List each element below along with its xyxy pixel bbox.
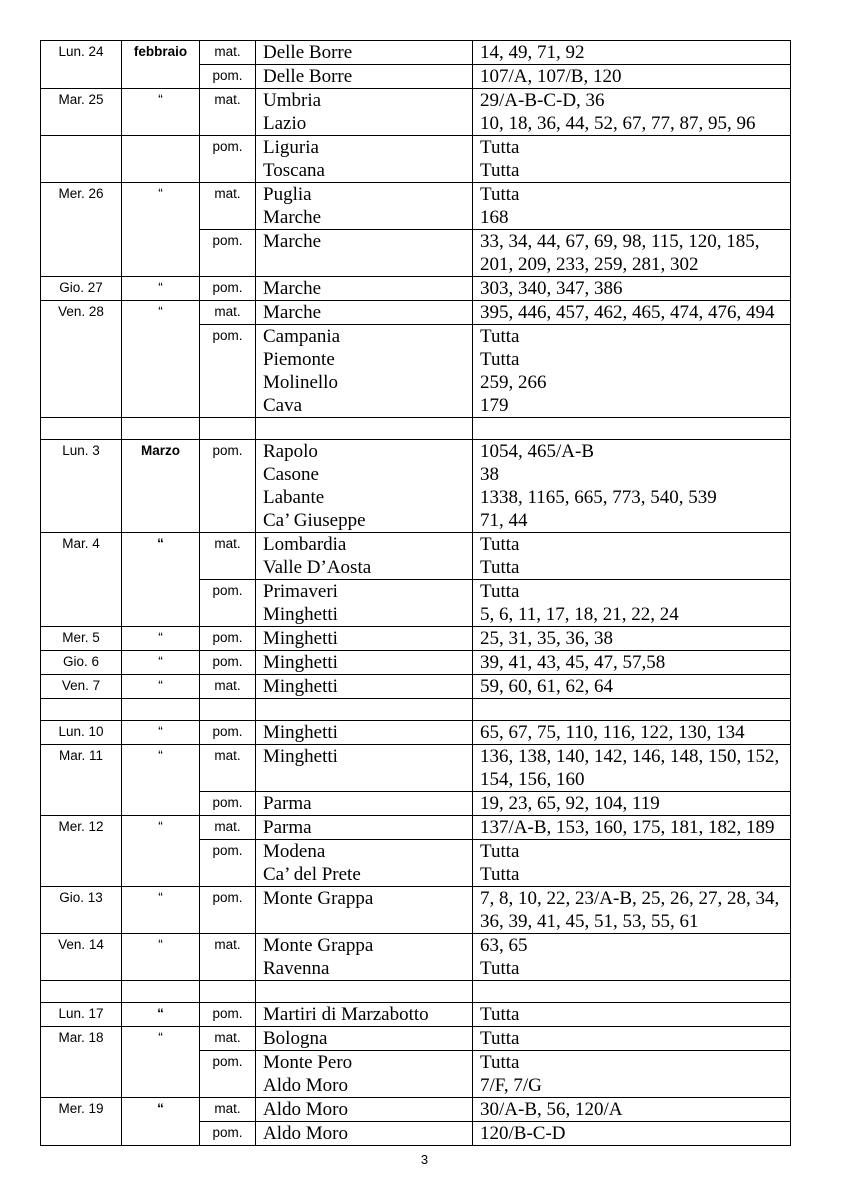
month-cell: “ (122, 1003, 200, 1027)
day-cell (41, 136, 122, 183)
numbers-cell (473, 1027, 791, 1051)
location-cell (256, 89, 473, 136)
schedule-row (41, 89, 791, 136)
month-cell: “ (122, 301, 200, 418)
time-slot-cell: pom. (200, 651, 256, 675)
numbers-line: 1054, 465/A-B (480, 441, 594, 462)
time-slot-cell: pom. (200, 887, 256, 934)
numbers-line: Tutta (480, 326, 520, 347)
time-slot-cell: mat. (200, 183, 256, 230)
empty-cell (41, 981, 122, 1003)
empty-cell (41, 418, 122, 440)
empty-cell (473, 418, 791, 440)
numbers-line: 19, 23, 65, 92, 104, 119 (480, 793, 660, 814)
location-cell (256, 1051, 473, 1098)
location-line: Lombardia (263, 534, 347, 555)
location-cell (256, 887, 473, 934)
month-cell (122, 136, 200, 183)
empty-cell (200, 418, 256, 440)
time-slot-cell: pom. (200, 230, 256, 277)
empty-cell (256, 699, 473, 721)
numbers-line: 71, 44 (480, 510, 528, 531)
location-line: Minghetti (263, 628, 338, 649)
month-cell: febbraio (122, 41, 200, 89)
location-cell (256, 230, 473, 277)
day-cell: Lun. 17 (41, 1003, 122, 1027)
numbers-cell (473, 1098, 791, 1122)
empty-cell (200, 981, 256, 1003)
empty-cell (200, 699, 256, 721)
numbers-cell (473, 675, 791, 699)
location-line: Molinello (263, 372, 338, 393)
location-line: Cava (263, 395, 303, 416)
schedule-row (41, 816, 791, 840)
numbers-cell (473, 301, 791, 325)
empty-cell (41, 699, 122, 721)
schedule-body (41, 41, 791, 1146)
numbers-line: Tutta (480, 1028, 520, 1049)
location-cell (256, 840, 473, 887)
location-cell (256, 721, 473, 745)
numbers-line: Tutta (480, 349, 520, 370)
schedule-table (40, 40, 791, 1146)
empty-cell (473, 981, 791, 1003)
numbers-line: Tutta (480, 534, 520, 555)
numbers-line: 10, 18, 36, 44, 52, 67, 77, 87, 95, 96 (480, 113, 756, 134)
day-cell: Ven. 7 (41, 675, 122, 699)
numbers-line: 259, 266 (480, 372, 547, 393)
schedule-row (41, 1027, 791, 1051)
location-line: Umbria (263, 90, 322, 111)
numbers-line: 7/F, 7/G (480, 1075, 542, 1096)
month-cell: “ (122, 721, 200, 745)
numbers-cell (473, 1003, 791, 1027)
month-cell: “ (122, 533, 200, 627)
location-line: Ca’ Giuseppe (263, 510, 366, 531)
numbers-cell (473, 65, 791, 89)
schedule-row (41, 301, 791, 325)
numbers-line: Tutta (480, 184, 520, 205)
time-slot-cell: pom. (200, 65, 256, 89)
numbers-line: Tutta (480, 958, 520, 979)
location-cell (256, 816, 473, 840)
time-slot-cell: mat. (200, 675, 256, 699)
numbers-cell (473, 89, 791, 136)
month-cell: “ (122, 675, 200, 699)
day-cell: Lun. 3 (41, 440, 122, 533)
time-slot-cell: pom. (200, 721, 256, 745)
time-slot-cell: pom. (200, 627, 256, 651)
numbers-line: 5, 6, 11, 17, 18, 21, 22, 24 (480, 604, 679, 625)
schedule-row (41, 183, 791, 230)
month-cell: “ (122, 1098, 200, 1146)
location-line: Labante (263, 487, 325, 508)
location-cell (256, 1122, 473, 1146)
location-line: Delle Borre (263, 66, 353, 87)
location-line: Casone (263, 464, 319, 485)
day-cell: Mar. 11 (41, 745, 122, 816)
numbers-line: 107/A, 107/B, 120 (480, 66, 622, 87)
location-cell (256, 440, 473, 533)
time-slot-cell: mat. (200, 934, 256, 981)
month-cell: “ (122, 627, 200, 651)
location-line: Bologna (263, 1028, 328, 1049)
time-slot-cell: mat. (200, 89, 256, 136)
schedule-row (41, 533, 791, 580)
numbers-line: Tutta (480, 1052, 520, 1073)
location-cell (256, 627, 473, 651)
location-cell (256, 183, 473, 230)
numbers-line: 395, 446, 457, 462, 465, 474, 476, 494 (480, 302, 775, 323)
numbers-cell (473, 230, 791, 277)
schedule-row (41, 1003, 791, 1027)
location-cell (256, 1027, 473, 1051)
time-slot-cell: pom. (200, 580, 256, 627)
day-cell: Mer. 5 (41, 627, 122, 651)
location-cell (256, 745, 473, 792)
day-cell: Ven. 14 (41, 934, 122, 981)
schedule-row (41, 934, 791, 981)
location-cell (256, 675, 473, 699)
schedule-sheet (40, 40, 790, 1146)
numbers-line: 30/A-B, 56, 120/A (480, 1099, 623, 1120)
empty-cell (256, 418, 473, 440)
month-cell: “ (122, 887, 200, 934)
numbers-cell (473, 840, 791, 887)
day-cell: Ven. 28 (41, 301, 122, 418)
numbers-line: 14, 49, 71, 92 (480, 42, 585, 63)
location-line: Toscana (263, 160, 325, 181)
month-cell: “ (122, 651, 200, 675)
month-cell: “ (122, 277, 200, 301)
numbers-line: Tutta (480, 841, 520, 862)
location-line: Campania (263, 326, 341, 347)
location-line: Puglia (263, 184, 312, 205)
numbers-line: 1338, 1165, 665, 773, 540, 539 (480, 487, 717, 508)
location-line: Minghetti (263, 746, 338, 767)
location-line: Delle Borre (263, 42, 353, 63)
location-line: Parma (263, 817, 312, 838)
time-slot-cell: pom. (200, 440, 256, 533)
location-line: Rapolo (263, 441, 318, 462)
location-line: Minghetti (263, 604, 338, 625)
numbers-line: Tutta (480, 137, 520, 158)
month-cell: “ (122, 816, 200, 887)
time-slot-cell: pom. (200, 325, 256, 418)
month-cell: “ (122, 183, 200, 277)
numbers-line: 7, 8, 10, 22, 23/A-B, 25, 26, 27, 28, 34, (480, 888, 780, 909)
location-cell (256, 325, 473, 418)
location-cell (256, 1003, 473, 1027)
day-cell: Mer. 19 (41, 1098, 122, 1146)
time-slot-cell: mat. (200, 1098, 256, 1122)
numbers-line: 29/A-B-C-D, 36 (480, 90, 605, 111)
day-cell: Gio. 6 (41, 651, 122, 675)
numbers-cell (473, 1122, 791, 1146)
location-line: Lazio (263, 113, 307, 134)
numbers-cell (473, 277, 791, 301)
location-line: Ravenna (263, 958, 330, 979)
numbers-cell (473, 183, 791, 230)
numbers-line: 63, 65 (480, 935, 528, 956)
location-line: Marche (263, 278, 322, 299)
numbers-cell (473, 816, 791, 840)
time-slot-cell: mat. (200, 533, 256, 580)
location-line: Martiri di Marzabotto (263, 1004, 429, 1025)
month-cell: “ (122, 1027, 200, 1098)
month-cell: “ (122, 89, 200, 136)
numbers-line: 65, 67, 75, 110, 116, 122, 130, 134 (480, 722, 745, 743)
time-slot-cell: pom. (200, 1003, 256, 1027)
numbers-cell (473, 533, 791, 580)
numbers-line: 36, 39, 41, 45, 51, 53, 55, 61 (480, 911, 699, 932)
empty-cell (122, 981, 200, 1003)
location-line: Parma (263, 793, 312, 814)
empty-cell (122, 418, 200, 440)
location-line: Minghetti (263, 676, 338, 697)
day-cell: Mar. 4 (41, 533, 122, 627)
numbers-cell (473, 934, 791, 981)
numbers-cell (473, 325, 791, 418)
numbers-line: 136, 138, 140, 142, 146, 148, 150, 152, (480, 746, 780, 767)
numbers-cell (473, 136, 791, 183)
schedule-row (41, 745, 791, 792)
time-slot-cell: mat. (200, 41, 256, 65)
time-slot-cell: pom. (200, 840, 256, 887)
numbers-line: 303, 340, 347, 386 (480, 278, 623, 299)
numbers-line: Tutta (480, 864, 520, 885)
numbers-line: 39, 41, 43, 45, 47, 57,58 (480, 652, 666, 673)
day-cell: Mer. 12 (41, 816, 122, 887)
numbers-line: Tutta (480, 581, 520, 602)
location-cell (256, 65, 473, 89)
time-slot-cell: mat. (200, 816, 256, 840)
schedule-row (41, 277, 791, 301)
location-line: Marche (263, 302, 322, 323)
location-cell (256, 41, 473, 65)
blank-row (41, 418, 791, 440)
numbers-cell (473, 1051, 791, 1098)
numbers-line: Tutta (480, 557, 520, 578)
location-line: Monte Grappa (263, 935, 374, 956)
numbers-line: 59, 60, 61, 62, 64 (480, 676, 613, 697)
location-cell (256, 1098, 473, 1122)
numbers-cell (473, 41, 791, 65)
day-cell: Gio. 27 (41, 277, 122, 301)
time-slot-cell: mat. (200, 745, 256, 792)
location-cell (256, 934, 473, 981)
schedule-row (41, 136, 791, 183)
location-line: Minghetti (263, 722, 338, 743)
location-line: Aldo Moro (263, 1075, 348, 1096)
numbers-line: Tutta (480, 160, 520, 181)
numbers-line: 168 (480, 207, 509, 228)
schedule-row (41, 721, 791, 745)
empty-cell (473, 699, 791, 721)
numbers-cell (473, 792, 791, 816)
time-slot-cell: pom. (200, 1122, 256, 1146)
day-cell: Gio. 13 (41, 887, 122, 934)
schedule-row (41, 41, 791, 65)
day-cell: Mar. 18 (41, 1027, 122, 1098)
numbers-line: 201, 209, 233, 259, 281, 302 (480, 254, 699, 275)
numbers-cell (473, 721, 791, 745)
time-slot-cell: pom. (200, 1051, 256, 1098)
location-line: Ca’ del Prete (263, 864, 361, 885)
numbers-line: 137/A-B, 153, 160, 175, 181, 182, 189 (480, 817, 775, 838)
day-cell: Mar. 25 (41, 89, 122, 136)
schedule-row (41, 1098, 791, 1122)
time-slot-cell: mat. (200, 1027, 256, 1051)
location-line: Valle D’Aosta (263, 557, 372, 578)
numbers-line: 154, 156, 160 (480, 769, 585, 790)
schedule-row (41, 887, 791, 934)
time-slot-cell: mat. (200, 301, 256, 325)
location-line: Monte Pero (263, 1052, 353, 1073)
page-number: 3 (420, 1152, 429, 1167)
location-line: Modena (263, 841, 326, 862)
numbers-cell (473, 745, 791, 792)
location-line: Marche (263, 207, 322, 228)
numbers-line: 25, 31, 35, 36, 38 (480, 628, 613, 649)
day-cell: Lun. 10 (41, 721, 122, 745)
location-line: Liguria (263, 137, 319, 158)
numbers-cell (473, 651, 791, 675)
location-cell (256, 136, 473, 183)
location-line: Monte Grappa (263, 888, 374, 909)
blank-row (41, 981, 791, 1003)
blank-row (41, 699, 791, 721)
numbers-line: 120/B-C-D (480, 1123, 566, 1144)
day-cell: Mer. 26 (41, 183, 122, 277)
location-cell (256, 301, 473, 325)
numbers-cell (473, 887, 791, 934)
time-slot-cell: pom. (200, 136, 256, 183)
location-cell (256, 580, 473, 627)
location-line: Aldo Moro (263, 1099, 348, 1120)
numbers-line: 33, 34, 44, 67, 69, 98, 115, 120, 185, (480, 231, 760, 252)
location-line: Piemonte (263, 349, 335, 370)
location-cell (256, 651, 473, 675)
location-line: Primaveri (263, 581, 338, 602)
numbers-cell (473, 580, 791, 627)
numbers-cell (473, 627, 791, 651)
location-line: Aldo Moro (263, 1123, 348, 1144)
numbers-cell (473, 440, 791, 533)
location-line: Marche (263, 231, 322, 252)
schedule-row (41, 440, 791, 533)
location-cell (256, 277, 473, 301)
schedule-row (41, 651, 791, 675)
month-cell: “ (122, 934, 200, 981)
schedule-row (41, 627, 791, 651)
month-cell: “ (122, 745, 200, 816)
location-cell (256, 792, 473, 816)
numbers-line: Tutta (480, 1004, 520, 1025)
location-line: Minghetti (263, 652, 338, 673)
empty-cell (122, 699, 200, 721)
day-cell: Lun. 24 (41, 41, 122, 89)
time-slot-cell: pom. (200, 792, 256, 816)
numbers-line: 179 (480, 395, 509, 416)
numbers-line: 38 (480, 464, 499, 485)
time-slot-cell: pom. (200, 277, 256, 301)
schedule-row (41, 675, 791, 699)
month-cell: Marzo (122, 440, 200, 533)
location-cell (256, 533, 473, 580)
empty-cell (256, 981, 473, 1003)
